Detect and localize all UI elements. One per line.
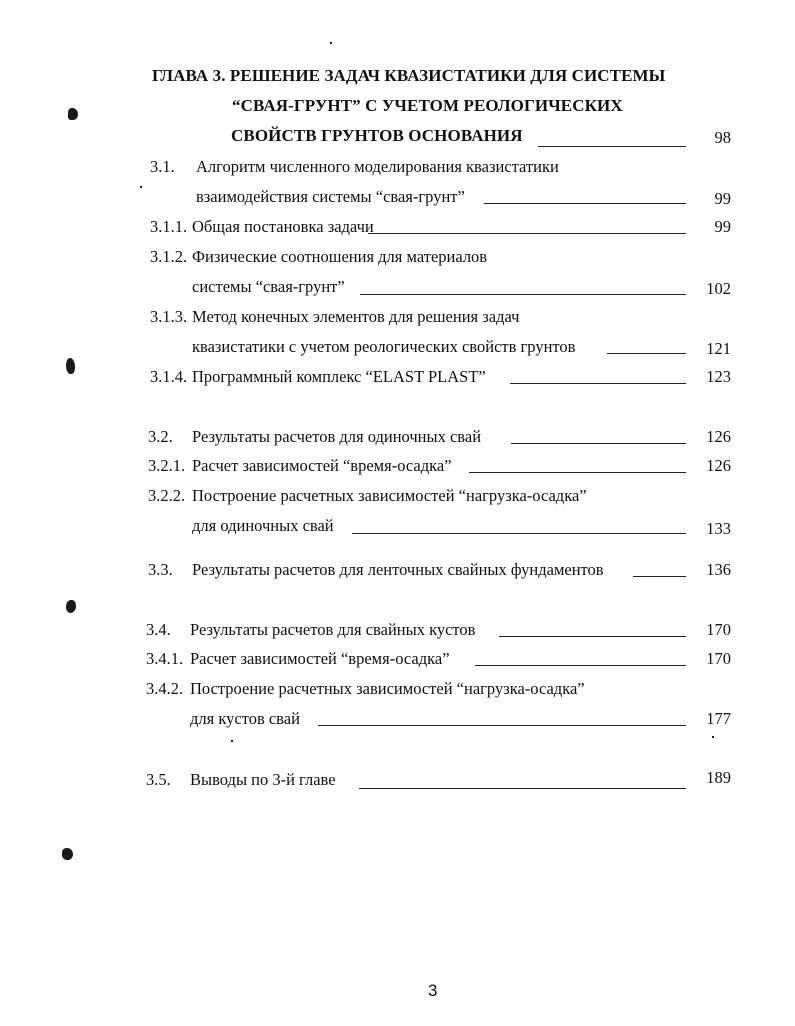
toc-entry-number: 3.2.2. <box>148 486 186 505</box>
toc-entry-page: 177 <box>706 709 731 728</box>
toc-entry-number: 3.1.1. <box>150 217 188 236</box>
toc-entry-number: 3.1. <box>150 157 175 176</box>
leader-line <box>352 533 686 534</box>
scan-speck <box>66 600 76 613</box>
toc-entry-title: Физические соотношения для материалов <box>192 247 488 266</box>
toc-entry-page: 126 <box>706 456 731 475</box>
page-number: 3 <box>428 981 438 1000</box>
toc-entry-number: 3.5. <box>146 770 171 789</box>
toc-entry-page: 136 <box>706 560 731 579</box>
toc-entry-number: 3.1.3. <box>150 307 188 326</box>
toc-entry-title-cont: для одиночных свай <box>192 516 334 535</box>
leader-line <box>511 443 686 444</box>
toc-entry-title: Результаты расчетов для свайных кустов <box>190 620 476 639</box>
scan-dot <box>140 186 142 188</box>
toc-entry-title: Расчет зависимостей “время-осадка” <box>192 456 452 475</box>
leader-line <box>510 383 686 384</box>
toc-entry-title: Общая постановка задачи <box>192 217 374 236</box>
leader-line <box>368 233 686 234</box>
toc-entry-title-cont: квазистатики с учетом реологических свойств грунтов <box>192 337 576 356</box>
toc-entry-title: Результаты расчетов для ленточных свайных фундаментов <box>192 560 604 579</box>
toc-entry-page: 121 <box>706 339 731 358</box>
toc-entry-title: Выводы по 3-й главе <box>190 770 336 789</box>
scan-dot <box>231 740 233 742</box>
scan-speck <box>66 358 75 374</box>
toc-entry-page: 170 <box>706 649 731 668</box>
toc-entry-page: 123 <box>706 367 731 386</box>
toc-entry-page: 170 <box>706 620 731 639</box>
toc-entry-title-cont: взаимодействия системы “свая-грунт” <box>196 187 465 206</box>
leader-line <box>499 636 686 637</box>
toc-entry-title-cont: системы “свая-грунт” <box>192 277 345 296</box>
toc-entry-number: 3.4.2. <box>146 679 184 698</box>
leader-line <box>633 576 686 577</box>
leader-line <box>359 788 686 789</box>
chapter-title-line3: СВОЙСТВ ГРУНТОВ ОСНОВАНИЯ <box>231 126 523 145</box>
toc-entry-title: Программный комплекс “ELAST PLAST” <box>192 367 486 386</box>
toc-entry-number: 3.2.1. <box>148 456 186 475</box>
chapter-title-line1: ГЛАВА 3. РЕШЕНИЕ ЗАДАЧ КВАЗИСТАТИКИ ДЛЯ СИСТЕМЫ <box>152 66 666 85</box>
scan-speck <box>68 108 78 120</box>
chapter-title-line2: “СВАЯ-ГРУНТ” С УЧЕТОМ РЕОЛОГИЧЕСКИХ <box>232 96 623 115</box>
toc-entry-page: 99 <box>714 217 731 236</box>
toc-entry-number: 3.1.2. <box>150 247 188 266</box>
leader-line <box>469 472 686 473</box>
toc-entry-title: Результаты расчетов для одиночных свай <box>192 427 482 446</box>
toc-entry-page: 126 <box>706 427 731 446</box>
scan-dot <box>330 42 332 44</box>
scan-dot <box>712 736 714 738</box>
leader-line <box>318 725 686 726</box>
leader-line <box>607 353 686 354</box>
toc-entry-title: Алгоритм численного моделирования квазистатики <box>196 157 559 176</box>
toc-entry-number: 3.3. <box>148 560 173 579</box>
toc-entry-number: 3.2. <box>148 427 173 446</box>
toc-entry-number: 3.4.1. <box>146 649 184 668</box>
toc-entry-title: Построение расчетных зависимостей “нагрузка-осадка” <box>192 486 587 505</box>
toc-entry-number: 3.4. <box>146 620 171 639</box>
toc-entry-page: 102 <box>706 279 731 298</box>
leader-line <box>484 203 686 204</box>
scan-speck <box>62 848 73 860</box>
toc-entry-page: 133 <box>706 519 731 538</box>
toc-entry-number: 3.1.4. <box>150 367 188 386</box>
toc-entry-title: Построение расчетных зависимостей “нагрузка-осадка” <box>190 679 585 698</box>
leader-line <box>475 665 686 666</box>
toc-entry-page: 189 <box>706 768 731 787</box>
leader-line <box>360 294 686 295</box>
toc-entry-title: Метод конечных элементов для решения задач <box>192 307 520 326</box>
leader-line <box>538 146 686 147</box>
toc-entry-title-cont: для кустов свай <box>190 709 300 728</box>
toc-entry-page: 99 <box>714 189 731 208</box>
toc-entry-title: Расчет зависимостей “время-осадка” <box>190 649 450 668</box>
chapter-page: 98 <box>714 128 731 147</box>
